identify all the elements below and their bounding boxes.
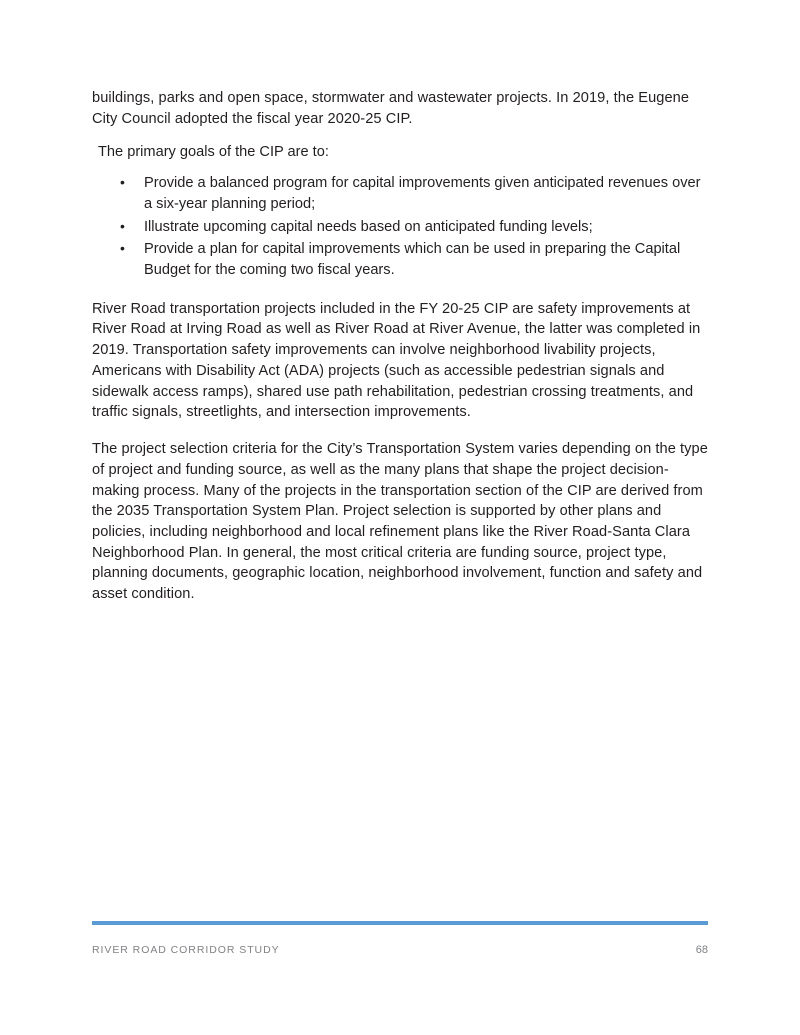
list-item (92, 217, 708, 238)
list-item-label: Illustrate upcoming capital needs based on anticipated funding levels; (144, 218, 593, 235)
bullet-icon: • (120, 240, 125, 257)
page-footer (92, 944, 708, 956)
body-paragraph-2: River Road transportation projects included in the FY 20-25 CIP are safety improvements at River Road at Irving Road as well as River Road at River Avenue, the latter was completed in 2019. Transportation safety improvements can involve neighborhood livability projects, Americans with Disability Act (ADA) projects (such as accessible pedestrian signals and sidewalk access ramps), shared use path rehabilitation, pedestrian crossing treatments, and traffic signals, streetlights, and intersection improvements. (92, 300, 701, 421)
list-item (92, 173, 708, 214)
list-item (92, 239, 708, 280)
footer-page-number: 68 (695, 944, 708, 956)
bullet-icon: • (120, 217, 125, 234)
goals-list (92, 173, 708, 281)
goals-intro-text: The primary goals of the CIP are to: (98, 144, 329, 161)
footer-divider (92, 921, 708, 925)
list-item-label: Provide a plan for capital improvements which can be used in preparing the Capital Budget for the coming two fiscal years. (144, 241, 681, 279)
list-item-label: Provide a balanced program for capital improvements given anticipated revenues over a six-year planning period; (144, 175, 701, 212)
footer-title: RIVER ROAD CORRIDOR STUDY (92, 944, 280, 956)
bullet-icon: • (120, 174, 125, 191)
page-content (92, 88, 708, 621)
body-paragraph-3: The project selection criteria for the City’s Transportation System varies depending on the type of project and funding source, as well as the many plans that shape the project decision-making process. Many of the projects in the transportation section of the CIP are derived from the 2035 Transportation System Plan. Project selection is supported by other plans and policies, including neighborhood and local refinement plans like the River Road-Santa Clara Neighborhood Plan. In general, the most critical criteria are funding source, project type, planning documents, geographic location, neighborhood involvement, function and safety and asset condition. (92, 441, 708, 603)
body-paragraph-1: buildings, parks and open space, stormwater and wastewater projects. In 2019, the Eugene City Council adopted the fiscal year 2020-25 CIP. (92, 90, 690, 127)
